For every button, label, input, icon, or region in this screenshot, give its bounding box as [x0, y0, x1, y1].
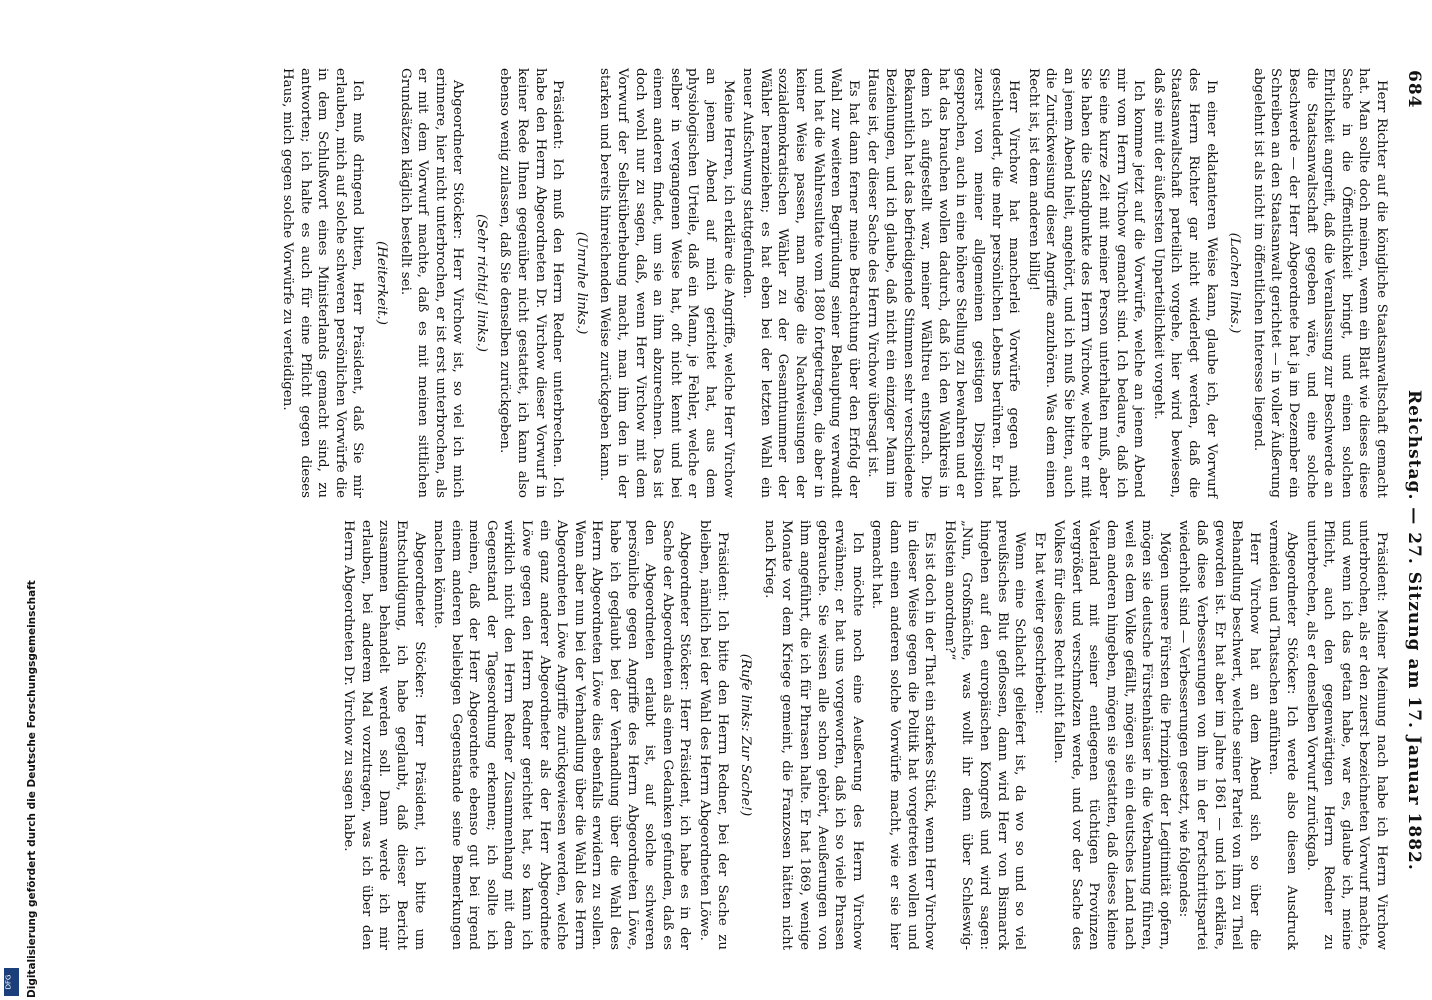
quotation: Mögen unsere Fürsten die Prinzipien der Legitimität opfern, mögen sie deutsche Fürstenhäuser in die Verbannung führen, weil es dem Volke gefällt, mögen sie ein deutsches Land nach dem anderen hingeben, mögen sie gestatten, daß dieses kleine Vaterland mit seiner entlegenen tüchtigen Provinzen vergrößert und verschmolzen werde, und vor der Sache des Volkes für dieses Recht nicht fallen.	[1051, 520, 1172, 950]
right-column	[338, 520, 1390, 950]
speech-stoecker: Abgeordneter Stöcker: Herr Virchow ist, so viel ich mich erinnere, hier nicht unterbrochen, er ist erst unterbrochen, als er mit dem Vorwurf machte, daß es mit meinen sittlichen Grundsätzen kläglich bestellt sei.	[397, 68, 466, 498]
dfg-logo	[4, 968, 19, 996]
paragraph: Es ist doch in der That ein starkes Stück, wenn Herr Virchow in dieser Weise gegen die Politik hat vorgetreten wollen und dann einen anderen solche Vorwürfe macht, wie er sie hier gemacht hat.	[869, 520, 938, 950]
paragraph: Er hat weiter geschrieben:	[1031, 532, 1047, 715]
paragraph: In einer eklatanteren Weise kann, glaube ich, der Vorwurf des Herrn Richter gar nicht widerlegt werden, daß die Staatsanwaltschaft parteilich vorgehe, hier wird bewiesen, daß sie mit der äußersten Unparteilichkeit vorgeht.	[1150, 68, 1219, 498]
quotation: Wenn eine Schlacht geliefert ist, da wo so und so viel preußisches Blut geflossen, dann wird Herr von Bismarck hingehen auf den europäischen Kongreß und wird sagen: „Nun, Großmächte, was wollt ihr denn über Schleswig-Holstein anordnen?“	[941, 520, 1028, 950]
paragraph: Meine Herren, ich erkläre die Angriffe, welche Herr Virchow an jenem Abend auf mich gerichtet hat, aus dem physiologischen Urteile, daß ein Mann, je Fehler, welche er selber in vergangenen Weise hat, oft nicht kennt und bei einem anderen findet, um sie an ihm abzurechnen. Das ist doch wohl nur zu sagen, daß, wenn Herr Virchow mit dem Vorwurf der Selbstüberhebung macht, man ihm den in der starken und bereits hinreichenden Weise zurückgeben kann.	[597, 68, 736, 498]
dfg-logo-text: DFG	[4, 974, 13, 990]
speech-stoecker: Abgeordneter Stöcker: Herr Präsident, ich habe es in der Sache der Abgeordneten als einen Gedanken gefunden, daß es den Abgeordneten erlaubt ist, auf solche schweren persönliche gegen Angriffe des Herrn Abgeordneten Löwe, habe ich geglaubt bei der Verhandlung über die Wahl des Herrn Abgeordneten Löwe dies ebenfalls erwidern zu sollen. Wenn aber nun bei der Verhandlung über die Wahl des Herrn Abgeordneten Löwe Angriffe zurückgewiesen werden, welche ein ganz anderer Abgeordneter als der Herr Abgeordnete Löwe gegen den Herrn Redner gerichtet hat, so kann ich wirklich nicht den Herrn Redner Zusammenhang mit dem Gegenstand der Tagesordnung erkennen; ich sollte ich meinen, daß der Herr Abgeordnete ebenso gut bei irgend einem anderen beliebigen Gegenstande seine Bemerkungen machen könnte.	[431, 520, 693, 950]
paragraph: Ich möchte noch eine Aeußerung des Herrn Virchow erwähnen; er hat uns vorgeworfen, daß ich so viele Phrasen gebrauche. Sie wissen alle schon gehört, Aeußerungen von ihm angeführt, die ich für Phrasen halte. Er hat 1869, wenige Monate vor dem Kriege gemeint, die Franzosen hätten nicht nach Krieg.	[761, 520, 865, 950]
page-header	[1396, 70, 1424, 950]
paragraph: Ich muß dringend bitten, Herr Präsident, daß Sie mir erlauben, mich auf solche schweren persönlichen Vorwürfe die in dem Schlußwort eines Ministerlands gemacht sind, zu antworten; ich halte es auch für eine Pflicht gegen dieses Haus, mich gegen solche Vorwürfe zu verteidigen.	[279, 68, 366, 498]
paragraph: Herr Richter auf die königliche Staatsanwaltschaft gemacht hat. Man sollte doch meinen, wenn ein Blatt wie dieses diese Sache in die Öffentlichkeit bringt, und einen solchen Ehrlichkeit angreift, daß die Veranlassung zur Beschwerde an die Staatsanwaltschaft gegeben wäre, und eine solche Beschwerde — der Herr Abgeordnete hat ja im Dezember ein Schreiben an den Staatsanwalt gerichtet — in voller Äußerung abgelehnt ist als nicht im öffentlichen Interesse liegend.	[1250, 68, 1389, 498]
speech-president: Präsident: Meiner Meinung nach habe ich Herrn Virchow unterbrochen, als er den zuerst bezeichneten Vorwurf machte, und wenn ich das getan habe, war es, glaube ich, meine Pflicht, auch den gegenwärtigen Herrn Redner zu unterbrechen, als er denselben Vorwurf zurückgab.	[1303, 520, 1389, 950]
speech-stoecker: Abgeordneter Stöcker: Ich werde also diesen Ausdruck vermeiden und Thatsachen anführen.	[1266, 520, 1300, 950]
interjection: (Heiterkeit.)	[373, 241, 389, 325]
page-number: 684	[1404, 70, 1424, 109]
rotated-page-content	[12, 0, 1432, 1000]
interjection: (Rufe links: Zur Sache!)	[738, 653, 754, 817]
speech-stoecker: Abgeordneter Stöcker: Herr Präsident, ich bitte um Entschuldigung, ich habe geglaubt, daß dieser Bericht zusammen behandelt werden soll. Dann werde ich mir erlauben, bei anderem Mal vorzutragen, was ich über den Herrn Abgeordneten Dr. Virchow zu sagen habe.	[341, 520, 427, 950]
paragraph: Herr Virchow hat an dem Abend sich so über die Behandlung beschwert, welche seiner Partei von ihm zu Theil geworden ist. Er hat aber im Jahre 1861 — und ich erkläre, daß diese Verbesserungen von ihm in der Fortschrittspartei wiederholt sind — Verbesserungen gesetzt, wie folgendes:	[1176, 520, 1262, 950]
credit-text: Digitalisierung gefördert durch die Deutsche Forschungsgemeinschaft	[26, 580, 38, 998]
interjection: (Lachen links.)	[1227, 232, 1243, 334]
paragraph: Ich komme jetzt auf die Vorwürfe, welche an jenem Abend mir vom Herrn Virchow gemacht sind. Ich bedaure, daß ich Sie eine kurze Zeit mit meiner Person unterhalten muß, aber Sie haben die Standpunkte des Herrn Virchow, welche er mit an jenem Abend hielt, angehört, und ich muß Sie bitten, auch die Zurückweisung dieser Angriffe anzuhören. Was dem einen Recht ist, ist dem anderen billig!	[1025, 68, 1147, 498]
interjection: (Unruhe links.)	[573, 231, 589, 335]
speech-president: Präsident: Ich bitte den Herrn Redner, bei der Sache zu bleiben, nämlich bei der Wahl des Herrn Abgeordneten Löwe.	[697, 520, 730, 950]
paragraph: Es hat dann ferner meine Betrachtung über den Erfolg der Wahl zur weiteren Begründung seiner Behauptung verwandt und hat die Wahlresultate vom 1880 fortgetragen, die aber in keiner Weise passen, man möge die Nachweisungen der sozialdemokratischen Wähler zu der Gesamtnummer der Wähler heranziehen; es hat eben bei der letzten Wahl ein neuer Aufschwung stattgefunden.	[740, 68, 861, 498]
interjection: (Sehr richtig! links.)	[473, 214, 489, 352]
running-title: Reichstag. — 27. Sitzung am 17. Januar 1882.	[1404, 390, 1424, 871]
paragraph: Herr Virchow hat mancherlei Vorwürfe gegen mich geschleudert, die mehr persönlichen Lebens berühren. Er hat zuerst von meiner allgemeinen geistigen Disposition gesprochen, auch in eine höhere Stellung zu bewahren und er hat das brauchen wollen dadurch, daß ich den Wahlkreis in dem ich aufgestellt war, meiner Wähltreu entsprach. Die Bekanntlich hat das befriedigende Stimmen sehr verschiedene Beziehungen, und ich glaube, daß nicht ein einziger Mann im Hause ist, der dieser Sache des Herrn Virchow übersagt ist.	[865, 68, 1022, 498]
speech-president: Präsident: Ich muß den Herrn Redner unterbrechen. Ich habe den Herrn Abgeordneten Dr. Virchow dieser Vorwurf in keiner Rede Ihnen gegenüber nicht gestattet, ich kann also ebenso wenig zulassen, daß Sie denselben zurückgeben.	[497, 68, 566, 498]
digitization-credit	[2, 580, 38, 1000]
left-column	[276, 68, 1390, 498]
